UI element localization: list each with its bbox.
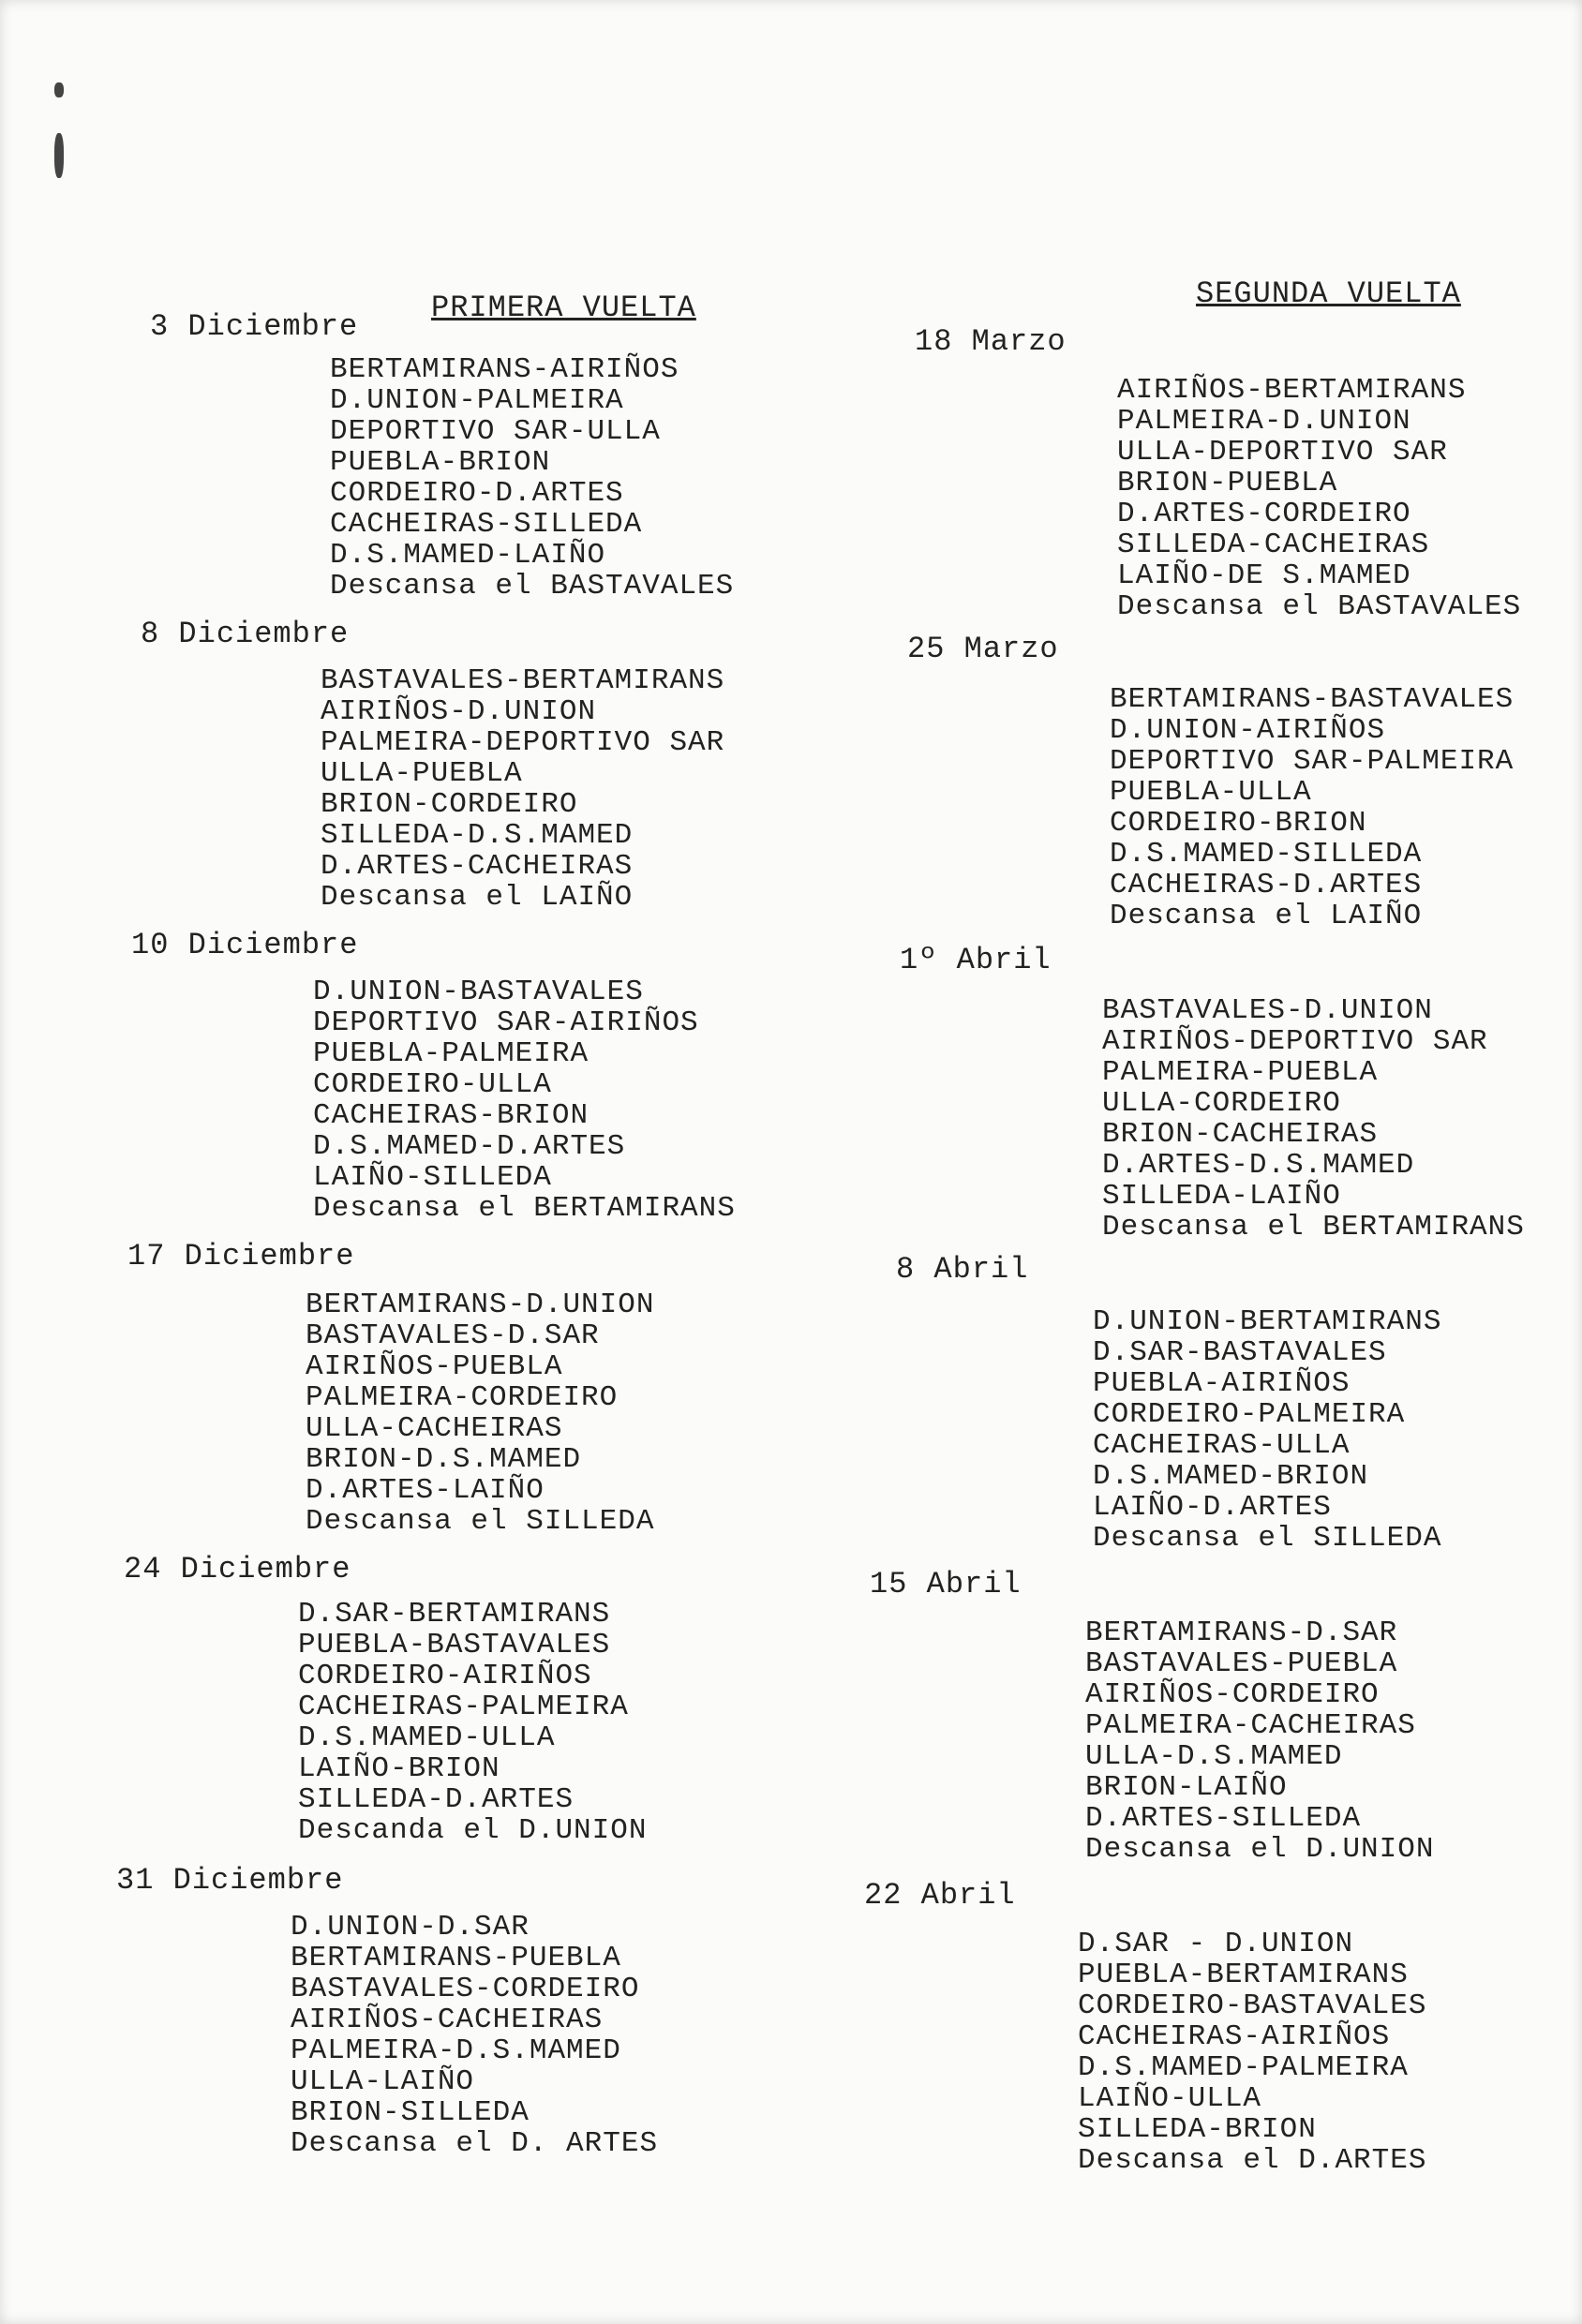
rest-team: Descansa el SILLEDA — [1093, 1522, 1442, 1555]
rest-team: Descansa el BASTAVALES — [330, 570, 735, 603]
round-matches — [298, 1599, 647, 1846]
match: SILLEDA-CACHEIRAS — [1117, 529, 1430, 561]
match: PALMEIRA-CACHEIRAS — [1085, 1709, 1416, 1742]
match: D.ARTES-SILLEDA — [1085, 1802, 1362, 1835]
match: BASTAVALES-D.SAR — [306, 1319, 600, 1352]
match: BRION-D.S.MAMED — [306, 1443, 582, 1476]
match: D.ARTES-CORDEIRO — [1117, 498, 1411, 530]
punch-mark — [54, 82, 64, 97]
rest-team: Descansa el BASTAVALES — [1117, 590, 1522, 623]
round-date: 15 Abril — [870, 1567, 1022, 1601]
match: LAIÑO-DE S.MAMED — [1117, 559, 1411, 592]
round-matches — [330, 354, 734, 602]
round-matches — [1085, 1617, 1434, 1865]
match: PUEBLA-AIRIÑOS — [1093, 1367, 1351, 1400]
rest-team: Descansa el LAIÑO — [1110, 900, 1423, 932]
match: D.UNION-BASTAVALES — [313, 976, 644, 1008]
round-date: 3 Diciembre — [150, 309, 359, 344]
match: D.S.MAMED-D.ARTES — [313, 1130, 626, 1163]
round-matches — [1110, 684, 1514, 931]
rest-team: Descansa el BERTAMIRANS — [1102, 1211, 1525, 1244]
match: CACHEIRAS-D.ARTES — [1110, 869, 1423, 901]
rest-team: Descansa el D.UNION — [1085, 1833, 1435, 1866]
segunda-vuelta-title: SEGUNDA VUELTA — [1196, 276, 1461, 311]
match: CORDEIRO-PALMEIRA — [1093, 1398, 1406, 1431]
match: BERTAMIRANS-D.UNION — [306, 1289, 655, 1321]
match: D.ARTES-D.S.MAMED — [1102, 1149, 1415, 1182]
match: BRION-CACHEIRAS — [1102, 1118, 1379, 1151]
round-date: 17 Diciembre — [127, 1239, 355, 1274]
round-matches — [313, 976, 736, 1224]
match: ULLA-D.S.MAMED — [1085, 1740, 1343, 1773]
match: CORDEIRO-AIRIÑOS — [298, 1660, 592, 1692]
match: D.S.MAMED-ULLA — [298, 1721, 556, 1754]
match: AIRIÑOS-CORDEIRO — [1085, 1678, 1380, 1711]
match: BERTAMIRANS-BASTAVALES — [1110, 683, 1515, 716]
match: LAIÑO-D.ARTES — [1093, 1491, 1332, 1524]
match: LAIÑO-BRION — [298, 1752, 500, 1785]
match: D.ARTES-LAIÑO — [306, 1474, 545, 1507]
round-date: 22 Abril — [864, 1878, 1016, 1913]
match: PUEBLA-BERTAMIRANS — [1078, 1959, 1409, 1991]
match: CACHEIRAS-ULLA — [1093, 1429, 1351, 1462]
match: D.S.MAMED-PALMEIRA — [1078, 2051, 1409, 2084]
match: D.SAR-BERTAMIRANS — [298, 1598, 611, 1631]
match: SILLEDA-BRION — [1078, 2113, 1317, 2146]
match: SILLEDA-LAIÑO — [1102, 1180, 1341, 1213]
match: CACHEIRAS-SILLEDA — [330, 508, 643, 541]
rest-team: Descansa el D.ARTES — [1078, 2144, 1427, 2177]
match: AIRIÑOS-BERTAMIRANS — [1117, 374, 1467, 407]
match: AIRIÑOS-D.UNION — [321, 695, 597, 728]
match: PALMEIRA-D.S.MAMED — [291, 2034, 621, 2067]
rest-team: Descansa el SILLEDA — [306, 1505, 655, 1538]
match: D.UNION-BERTAMIRANS — [1093, 1305, 1442, 1338]
match: PUEBLA-BASTAVALES — [298, 1629, 611, 1661]
match: D.SAR-BASTAVALES — [1093, 1336, 1387, 1369]
round-matches — [1117, 375, 1521, 622]
match: D.UNION-AIRIÑOS — [1110, 714, 1386, 747]
round-matches — [1102, 995, 1525, 1243]
rest-team: Descansa el LAIÑO — [321, 881, 634, 914]
match: BERTAMIRANS-AIRIÑOS — [330, 353, 679, 386]
rest-team: Descansa el BERTAMIRANS — [313, 1192, 736, 1225]
match: PUEBLA-ULLA — [1110, 776, 1312, 809]
round-matches — [1078, 1929, 1426, 2176]
round-date: 10 Diciembre — [131, 928, 359, 962]
match: D.S.MAMED-BRION — [1093, 1460, 1369, 1493]
round-date: 8 Abril — [896, 1252, 1029, 1287]
match: PALMEIRA-CORDEIRO — [306, 1381, 619, 1414]
match: BRION-LAIÑO — [1085, 1771, 1288, 1804]
match: AIRIÑOS-PUEBLA — [306, 1350, 563, 1383]
punch-mark — [54, 133, 64, 178]
match: LAIÑO-SILLEDA — [313, 1161, 552, 1194]
match: PALMEIRA-PUEBLA — [1102, 1056, 1379, 1089]
match: SILLEDA-D.S.MAMED — [321, 819, 634, 852]
round-matches — [321, 665, 724, 913]
match: ULLA-LAIÑO — [291, 2065, 475, 2098]
match: DEPORTIVO SAR-PALMEIRA — [1110, 745, 1515, 778]
match: CORDEIRO-D.ARTES — [330, 477, 624, 510]
match: PUEBLA-PALMEIRA — [313, 1037, 590, 1070]
match: ULLA-CORDEIRO — [1102, 1087, 1341, 1120]
match: PUEBLA-BRION — [330, 446, 551, 479]
match: D.S.MAMED-SILLEDA — [1110, 838, 1423, 871]
round-matches — [291, 1912, 658, 2159]
match: AIRIÑOS-CACHEIRAS — [291, 2004, 604, 2036]
primera-vuelta-title: PRIMERA VUELTA — [431, 290, 696, 325]
match: AIRIÑOS-DEPORTIVO SAR — [1102, 1025, 1488, 1058]
match: CACHEIRAS-PALMEIRA — [298, 1691, 629, 1723]
match: D.ARTES-CACHEIRAS — [321, 850, 634, 883]
match: BASTAVALES-PUEBLA — [1085, 1647, 1398, 1680]
match: BASTAVALES-D.UNION — [1102, 994, 1433, 1027]
match: BRION-SILLEDA — [291, 2096, 530, 2129]
match: DEPORTIVO SAR-ULLA — [330, 415, 661, 448]
match: ULLA-DEPORTIVO SAR — [1117, 436, 1448, 469]
match: D.UNION-D.SAR — [291, 1911, 530, 1944]
match: ULLA-PUEBLA — [321, 757, 523, 790]
match: BRION-PUEBLA — [1117, 467, 1338, 499]
match: PALMEIRA-DEPORTIVO SAR — [321, 726, 725, 759]
round-matches — [1093, 1306, 1441, 1554]
match: BERTAMIRANS-D.SAR — [1085, 1616, 1398, 1649]
match: LAIÑO-ULLA — [1078, 2082, 1262, 2115]
match: BASTAVALES-BERTAMIRANS — [321, 664, 725, 697]
round-date: 31 Diciembre — [116, 1863, 344, 1898]
match: D.S.MAMED-LAIÑO — [330, 539, 606, 572]
rest-team: Descansa el D. ARTES — [291, 2127, 659, 2160]
round-date: 24 Diciembre — [124, 1552, 351, 1587]
match: CORDEIRO-BASTAVALES — [1078, 1989, 1427, 2022]
match: D.UNION-PALMEIRA — [330, 384, 624, 417]
rest-team: Descanda el D.UNION — [298, 1814, 648, 1847]
match: SILLEDA-D.ARTES — [298, 1783, 575, 1816]
match: PALMEIRA-D.UNION — [1117, 405, 1411, 438]
round-date: 25 Marzo — [907, 632, 1059, 666]
match: BRION-CORDEIRO — [321, 788, 578, 821]
match: CORDEIRO-ULLA — [313, 1068, 552, 1101]
match: DEPORTIVO SAR-AIRIÑOS — [313, 1006, 699, 1039]
match: CACHEIRAS-AIRIÑOS — [1078, 2020, 1391, 2053]
match: ULLA-CACHEIRAS — [306, 1412, 563, 1445]
match: BASTAVALES-CORDEIRO — [291, 1973, 640, 2005]
match: BERTAMIRANS-PUEBLA — [291, 1942, 621, 1974]
match: D.SAR - D.UNION — [1078, 1928, 1354, 1960]
round-date: 8 Diciembre — [141, 617, 350, 651]
round-date: 18 Marzo — [915, 324, 1067, 359]
match: CORDEIRO-BRION — [1110, 807, 1367, 840]
round-date: 1º Abril — [900, 943, 1052, 977]
round-matches — [306, 1289, 654, 1537]
match: CACHEIRAS-BRION — [313, 1099, 590, 1132]
